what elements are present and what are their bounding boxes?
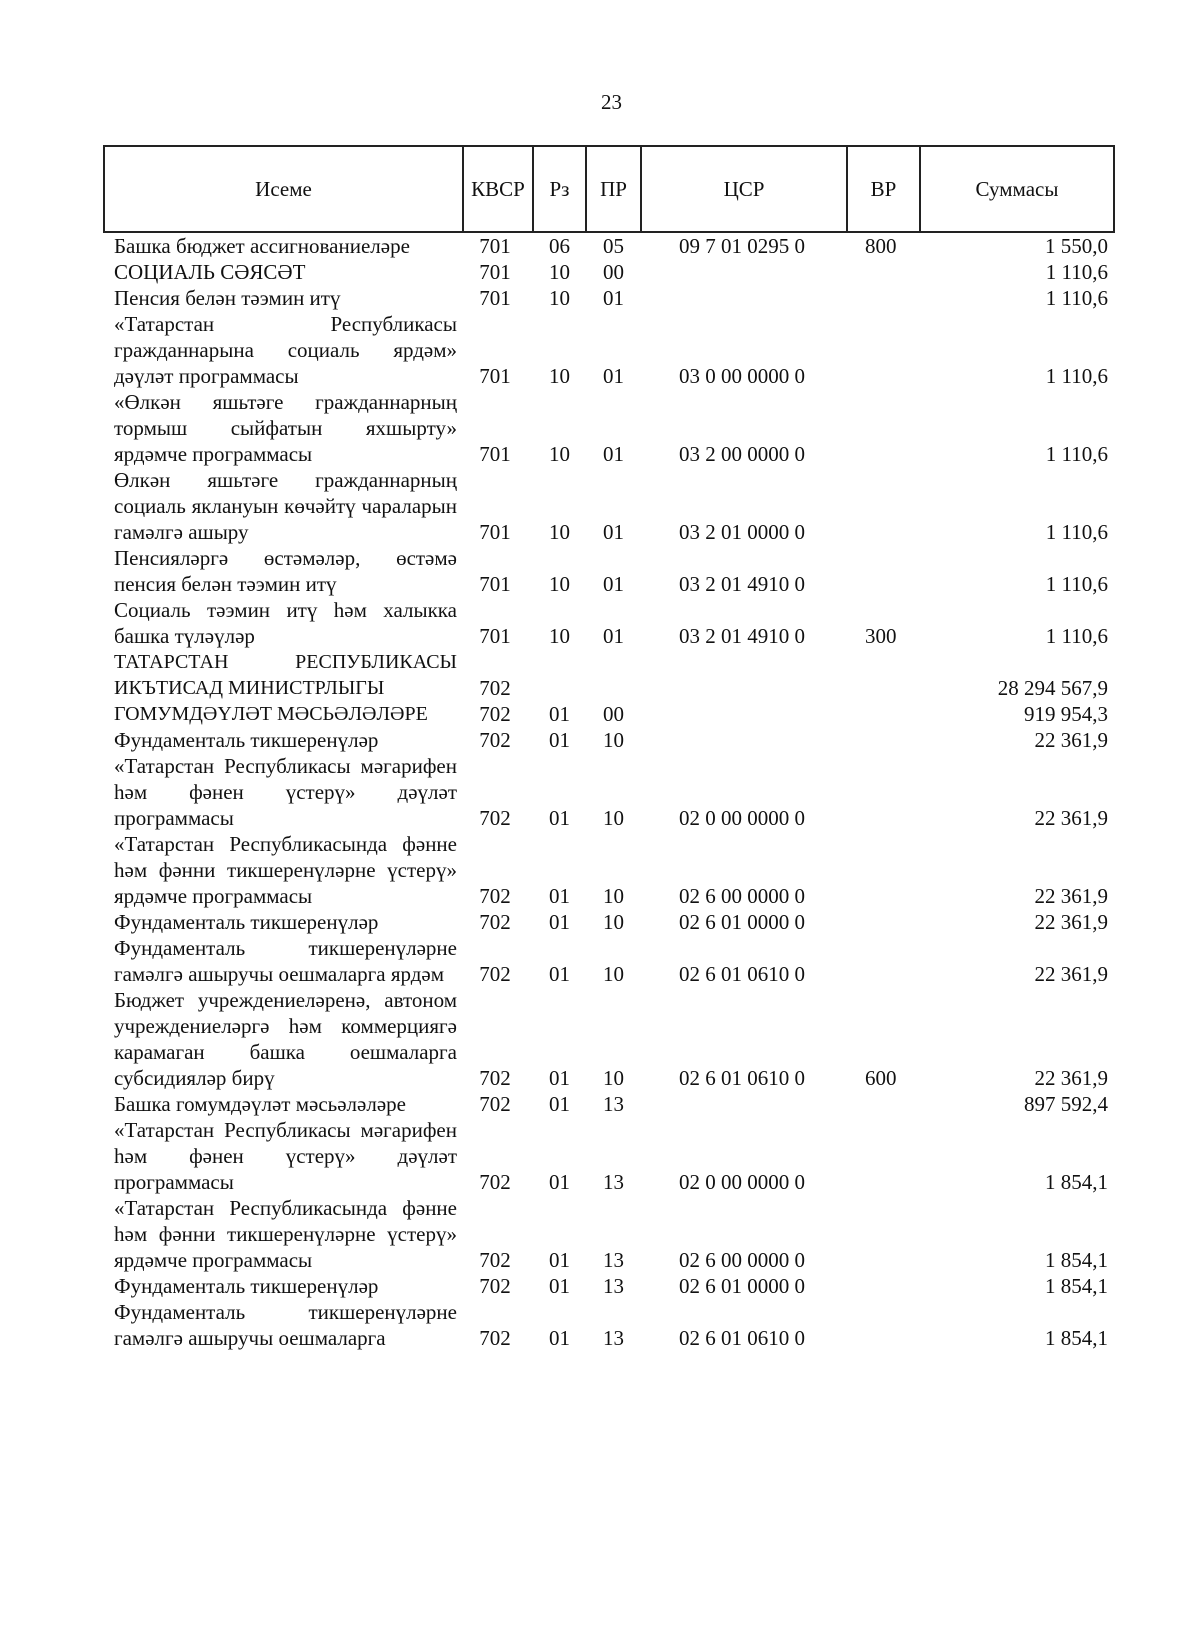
cell-kvsr: 702 <box>479 1248 511 1272</box>
cell-rz: 01 <box>549 1274 570 1298</box>
cell-vr <box>847 389 920 467</box>
table-row <box>104 285 1114 311</box>
cell-pr: 10 <box>603 962 624 986</box>
table-row <box>104 232 1114 259</box>
cell-vr <box>847 649 920 701</box>
cell-sum: 22 361,9 <box>1034 806 1108 830</box>
cell-vr <box>847 259 920 285</box>
cell-csr: 03 2 01 0000 0 <box>679 520 805 544</box>
cell-rz: 01 <box>549 806 570 830</box>
cell-vr <box>847 285 920 311</box>
cell-name: Фундаменталь тикшеренүләр <box>114 910 379 934</box>
cell-kvsr: 702 <box>479 1092 511 1116</box>
table-row <box>104 1299 1114 1351</box>
cell-csr: 03 2 00 0000 0 <box>679 442 805 466</box>
cell-kvsr: 702 <box>479 1170 511 1194</box>
cell-sum: 1 550,0 <box>1045 234 1108 258</box>
cell-sum: 28 294 567,9 <box>997 676 1108 700</box>
cell-pr: 01 <box>603 624 624 648</box>
table-row <box>104 727 1114 753</box>
cell-vr: 800 <box>865 234 897 258</box>
cell-pr: 01 <box>603 364 624 388</box>
cell-rz: 01 <box>549 910 570 934</box>
cell-csr: 02 0 00 0000 0 <box>679 1170 805 1194</box>
page-number: 23 <box>601 90 622 114</box>
cell-sum: 919 954,3 <box>1024 702 1108 726</box>
cell-pr: 10 <box>603 910 624 934</box>
cell-kvsr: 701 <box>479 624 511 648</box>
cell-rz: 01 <box>549 728 570 752</box>
cell-name: Пенсияләргә өстәмәләр, өстәмә пенсия белән тәэмин итү <box>114 546 457 596</box>
cell-csr <box>641 285 847 311</box>
cell-vr <box>847 727 920 753</box>
cell-kvsr: 702 <box>479 1274 511 1298</box>
cell-csr <box>641 727 847 753</box>
cell-name: «Татарстан Республикасында фәнне һәм фәнни тикшеренүләрне үстерү» ярдәмче программасы <box>114 832 457 908</box>
cell-sum: 22 361,9 <box>1034 962 1108 986</box>
table-row <box>104 311 1114 389</box>
header-name: Исеме <box>104 146 463 232</box>
cell-name: ТАТАРСТАН РЕСПУБЛИКАСЫ ИКЪТИСАД МИНИСТРЛЫГЫ <box>114 651 457 699</box>
cell-rz: 10 <box>549 286 570 310</box>
cell-rz: 10 <box>549 364 570 388</box>
cell-rz: 01 <box>549 1092 570 1116</box>
cell-kvsr: 702 <box>479 702 511 726</box>
cell-vr <box>847 753 920 831</box>
table-row <box>104 597 1114 649</box>
cell-vr: 600 <box>865 1066 897 1090</box>
header-pr: ПР <box>586 146 641 232</box>
cell-pr: 13 <box>603 1274 624 1298</box>
cell-rz: 01 <box>549 1066 570 1090</box>
cell-vr <box>847 1273 920 1299</box>
cell-rz: 01 <box>549 884 570 908</box>
cell-csr: 02 6 00 0000 0 <box>679 884 805 908</box>
cell-pr: 01 <box>603 572 624 596</box>
cell-csr <box>641 701 847 727</box>
cell-csr: 02 6 00 0000 0 <box>679 1248 805 1272</box>
cell-rz: 01 <box>549 1248 570 1272</box>
cell-vr <box>847 1299 920 1351</box>
cell-pr: 10 <box>603 728 624 752</box>
cell-kvsr: 702 <box>479 1326 511 1350</box>
cell-sum: 22 361,9 <box>1034 884 1108 908</box>
table-row <box>104 1117 1114 1195</box>
cell-csr <box>641 1091 847 1117</box>
cell-sum: 1 110,6 <box>1045 442 1108 466</box>
cell-sum: 1 110,6 <box>1045 572 1108 596</box>
table-row <box>104 649 1114 701</box>
header-sum: Суммасы <box>920 146 1114 232</box>
cell-rz <box>533 649 586 701</box>
cell-csr: 09 7 01 0295 0 <box>679 234 805 258</box>
table-row <box>104 935 1114 987</box>
table-header <box>104 146 1114 232</box>
cell-pr: 00 <box>603 702 624 726</box>
cell-vr <box>847 1091 920 1117</box>
cell-rz: 01 <box>549 702 570 726</box>
cell-sum: 22 361,9 <box>1034 1066 1108 1090</box>
cell-kvsr: 702 <box>479 806 511 830</box>
cell-pr: 10 <box>603 806 624 830</box>
cell-name: Бюджет учреждениеләренә, автоном учреждениеләргә һәм коммерциягә карамаган башка оешмаларга субсидияләр бирү <box>114 988 457 1090</box>
cell-name: Социаль тәэмин итү һәм халыкка башка түләүләр <box>114 598 457 648</box>
table-row <box>104 987 1114 1091</box>
cell-sum: 1 854,1 <box>1045 1274 1108 1298</box>
table-row <box>104 701 1114 727</box>
cell-csr <box>641 649 847 701</box>
cell-pr: 00 <box>603 260 624 284</box>
cell-pr: 01 <box>603 286 624 310</box>
table-row <box>104 545 1114 597</box>
cell-sum: 1 110,6 <box>1045 260 1108 284</box>
header-rz: Рз <box>533 146 586 232</box>
cell-vr <box>847 1195 920 1273</box>
cell-vr <box>847 1117 920 1195</box>
cell-sum: 22 361,9 <box>1034 728 1108 752</box>
cell-rz: 06 <box>549 234 570 258</box>
cell-vr <box>847 467 920 545</box>
cell-name: «Татарстан Республикасы мәгарифен һәм фәнен үстерү» дәүләт программасы <box>114 1118 457 1194</box>
cell-sum: 1 854,1 <box>1045 1326 1108 1350</box>
cell-csr: 03 2 01 4910 0 <box>679 624 805 648</box>
cell-name: «Татарстан Республикасы гражданнарына социаль ярдәм» дәүләт программасы <box>114 312 457 388</box>
table-row <box>104 909 1114 935</box>
cell-kvsr: 701 <box>479 572 511 596</box>
cell-sum: 22 361,9 <box>1034 910 1108 934</box>
cell-pr: 01 <box>603 520 624 544</box>
cell-name: Фундаменталь тикшеренүләр <box>114 1274 379 1298</box>
cell-sum: 1 854,1 <box>1045 1170 1108 1194</box>
cell-kvsr: 701 <box>479 260 511 284</box>
cell-kvsr: 701 <box>479 364 511 388</box>
cell-name: Фундаменталь тикшеренүләр <box>114 728 379 752</box>
cell-rz: 10 <box>549 572 570 596</box>
cell-name: «Татарстан Республикасы мәгарифен һәм фәнен үстерү» дәүләт программасы <box>114 754 457 830</box>
cell-rz: 01 <box>549 962 570 986</box>
cell-kvsr: 701 <box>479 234 511 258</box>
cell-csr: 02 6 01 0000 0 <box>679 910 805 934</box>
cell-rz: 10 <box>549 624 570 648</box>
cell-kvsr: 702 <box>479 676 511 700</box>
cell-kvsr: 702 <box>479 1066 511 1090</box>
budget-table <box>103 145 1115 1351</box>
table-body <box>104 232 1114 1351</box>
cell-pr: 10 <box>603 1066 624 1090</box>
cell-rz: 10 <box>549 520 570 544</box>
header-vr: ВР <box>847 146 920 232</box>
cell-vr <box>847 935 920 987</box>
cell-name: Башка бюджет ассигнованиеләре <box>114 234 410 258</box>
cell-sum: 897 592,4 <box>1024 1092 1108 1116</box>
table-row <box>104 1273 1114 1299</box>
cell-kvsr: 701 <box>479 286 511 310</box>
cell-kvsr: 701 <box>479 520 511 544</box>
cell-csr: 02 6 01 0610 0 <box>679 1066 805 1090</box>
table-row <box>104 259 1114 285</box>
cell-vr <box>847 701 920 727</box>
header-kvsr: КВСР <box>463 146 533 232</box>
cell-rz: 10 <box>549 260 570 284</box>
table-row <box>104 389 1114 467</box>
cell-sum: 1 110,6 <box>1045 286 1108 310</box>
cell-name: Фундаменталь тикшеренүләрне гамәлгә ашыручы оешмаларга ярдәм <box>114 936 457 986</box>
cell-vr <box>847 311 920 389</box>
cell-kvsr: 702 <box>479 728 511 752</box>
cell-rz: 01 <box>549 1170 570 1194</box>
cell-sum: 1 110,6 <box>1045 520 1108 544</box>
cell-pr <box>586 649 641 701</box>
cell-csr: 02 0 00 0000 0 <box>679 806 805 830</box>
cell-csr <box>641 259 847 285</box>
table-row <box>104 1091 1114 1117</box>
header-csr: ЦСР <box>641 146 847 232</box>
cell-vr <box>847 909 920 935</box>
cell-name: СОЦИАЛЬ СӘЯСӘТ <box>114 260 306 284</box>
cell-rz: 01 <box>549 1326 570 1350</box>
cell-pr: 13 <box>603 1092 624 1116</box>
cell-csr: 02 6 01 0610 0 <box>679 1326 805 1350</box>
cell-csr: 02 6 01 0610 0 <box>679 962 805 986</box>
cell-csr: 03 0 00 0000 0 <box>679 364 805 388</box>
cell-vr <box>847 831 920 909</box>
cell-name: «Өлкән яшьтәге гражданнарның тормыш сыйфатын яхшырту» ярдәмче программасы <box>114 390 457 466</box>
cell-pr: 01 <box>603 442 624 466</box>
cell-name: Башка гомумдәүләт мәсьәләләре <box>114 1092 406 1116</box>
cell-name: ГОМУМДӘҮЛӘТ МӘСЬӘЛӘЛӘРЕ <box>114 703 428 725</box>
cell-pr: 10 <box>603 884 624 908</box>
cell-csr: 02 6 01 0000 0 <box>679 1274 805 1298</box>
cell-rz: 10 <box>549 442 570 466</box>
cell-name: Фундаменталь тикшеренүләрне гамәлгә ашыручы оешмаларга <box>114 1300 457 1350</box>
cell-kvsr: 701 <box>479 442 511 466</box>
cell-kvsr: 702 <box>479 910 511 934</box>
cell-name: «Татарстан Республикасында фәнне һәм фәнни тикшеренүләрне үстерү» ярдәмче программасы <box>114 1196 457 1272</box>
cell-sum: 1 110,6 <box>1045 364 1108 388</box>
cell-name: Пенсия белән тәэмин итү <box>114 286 341 310</box>
cell-pr: 13 <box>603 1248 624 1272</box>
cell-name: Өлкән яшьтәге гражданнарның социаль яклануын көчәйтү чараларын гамәлгә ашыру <box>114 468 457 544</box>
table-row <box>104 831 1114 909</box>
cell-pr: 05 <box>603 234 624 258</box>
cell-sum: 1 110,6 <box>1045 624 1108 648</box>
table-row <box>104 467 1114 545</box>
cell-kvsr: 702 <box>479 884 511 908</box>
cell-csr: 03 2 01 4910 0 <box>679 572 805 596</box>
table-row <box>104 1195 1114 1273</box>
table-row <box>104 753 1114 831</box>
cell-kvsr: 702 <box>479 962 511 986</box>
cell-pr: 13 <box>603 1326 624 1350</box>
cell-vr <box>847 545 920 597</box>
cell-pr: 13 <box>603 1170 624 1194</box>
cell-vr: 300 <box>865 624 897 648</box>
cell-sum: 1 854,1 <box>1045 1248 1108 1272</box>
